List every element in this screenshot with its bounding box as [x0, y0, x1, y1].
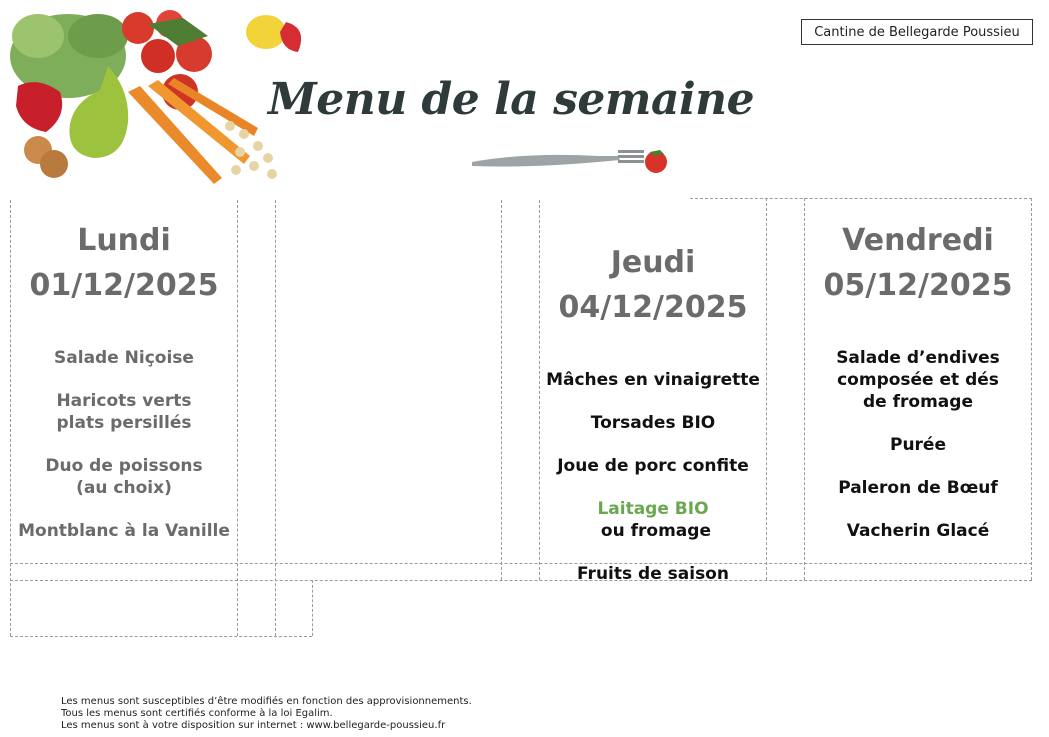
grid-line [804, 198, 805, 580]
menu-item: Mâches en vinaigrette [546, 370, 760, 390]
grid-line [1031, 198, 1032, 580]
grid-line [539, 200, 540, 580]
fork-icon [468, 142, 674, 178]
day-name: Lundi [77, 223, 171, 258]
grid-line [275, 200, 276, 636]
footer-line: Les menus sont à votre disposition sur internet : www.bellegarde-poussieu.fr [61, 720, 446, 731]
day-name: Vendredi [842, 223, 994, 258]
menu-list [541, 369, 765, 585]
grid-line [10, 580, 1032, 581]
footer-notes [61, 696, 472, 732]
day-date: 01/12/2025 [29, 268, 219, 303]
grid-line [10, 563, 1032, 564]
grid-line [237, 200, 238, 636]
vegetables-illustration [8, 6, 308, 188]
day-column-monday [12, 218, 236, 563]
footer-line: Les menus sont susceptibles d’être modifiés en fonction des approvisionnements. [61, 696, 472, 707]
menu-item: Vacherin Glacé [846, 521, 990, 541]
grid-line [690, 198, 1032, 199]
bio-label: Laitage BIO [597, 499, 709, 519]
menu-item: Montblanc à la Vanille [18, 521, 230, 541]
menu-item: Purée [889, 435, 946, 455]
grid-line [312, 580, 313, 636]
menu-item: Haricots verts plats persillés [56, 391, 192, 433]
menu-item: Joue de porc confite [557, 456, 749, 476]
grid-line [10, 200, 11, 636]
menu-item: Fruits de saison [577, 564, 729, 584]
menu-item-bio: Torsades BIO [590, 413, 716, 433]
menu-list [12, 347, 236, 542]
menu-item [541, 498, 765, 542]
day-date: 05/12/2025 [823, 268, 1013, 303]
day-column-thursday [541, 240, 765, 606]
grid-line [10, 636, 312, 637]
day-date: 04/12/2025 [558, 290, 748, 325]
school-badge: Cantine de Bellegarde Poussieu [801, 19, 1033, 45]
menu-item: Salade Niçoise [54, 348, 194, 368]
menu-item-text: ou fromage [595, 521, 711, 541]
day-name: Jeudi [610, 245, 696, 280]
day-column-friday [806, 218, 1030, 563]
menu-item: Salade d’endives composée et dés de fromage [836, 348, 1000, 412]
menu-item: Duo de poissons (au choix) [45, 456, 203, 498]
page-title: Menu de la semaine [268, 74, 755, 125]
menu-list [806, 347, 1030, 542]
grid-line [766, 198, 767, 580]
footer-line: Tous les menus sont certifiés conforme à la loi Egalim. [61, 708, 333, 719]
grid-line [501, 200, 502, 580]
menu-item: Paleron de Bœuf [838, 478, 998, 498]
